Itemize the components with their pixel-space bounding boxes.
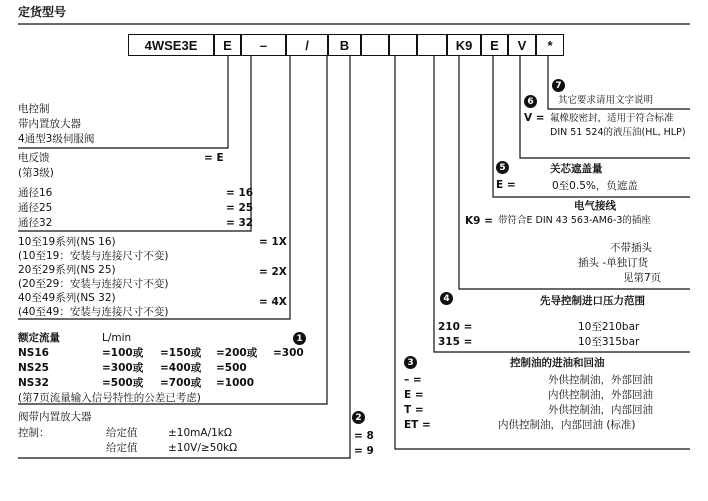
- elec-prefix: K9 =: [465, 215, 493, 227]
- page-title: 定货型号: [18, 5, 67, 19]
- flow-row-ns16-v4: =300: [273, 347, 304, 359]
- flow-row-ns32-v2: =700或: [160, 377, 202, 389]
- pressure-row-2-text: 10至315bar: [578, 336, 640, 348]
- elec-text: 带符合E DIN 43 563-AM6-3的插座: [498, 215, 651, 226]
- badge-2-icon: 2: [352, 411, 365, 424]
- amp-row-1-code: = 8: [354, 430, 374, 442]
- feedback-label: 电反馈: [18, 152, 50, 164]
- seal-text: 氟橡胶密封，适用于符合标准: [550, 113, 674, 124]
- seal-prefix: V =: [524, 112, 545, 124]
- pilot-row-2-text: 内供控制油，外部回油: [548, 389, 653, 401]
- flow-row-ns16-v1: =100或: [102, 347, 144, 359]
- badge-1-icon: 1: [293, 332, 306, 345]
- code-box-blank-2: [389, 34, 417, 56]
- pilot-row-4-text: 内供控制油，内部回油 (标准): [498, 419, 636, 431]
- overlap-prefix: E =: [496, 179, 516, 191]
- pressure-row-1-code: 210 =: [438, 321, 473, 333]
- pilot-row-1-code: – =: [404, 374, 422, 386]
- flow-unit: L/min: [102, 332, 132, 344]
- code-box-seal: V: [508, 34, 536, 56]
- code-box-blank-3: [417, 34, 447, 56]
- series-3-label: 40至49系列(NS 32): [18, 292, 116, 304]
- series-2-value: = 2X: [259, 266, 287, 278]
- pilot-row-1-text: 外供控制油，外部回油: [548, 374, 653, 386]
- flow-row-ns32-v1: =500或: [102, 377, 144, 389]
- overlap-text: 0至0.5%，负遮盖: [552, 180, 638, 192]
- code-box-series: /: [286, 34, 328, 56]
- flow-row-ns25-v1: =300或: [102, 362, 144, 374]
- seal-text-2: DIN 51 524的液压油(HL, HLP): [550, 127, 686, 138]
- pressure-title: 先导控制进口压力范围: [540, 295, 645, 307]
- flow-note: (第7页流量输入信号特性的公差已考虑): [18, 392, 201, 404]
- pilot-oil-title: 控制油的进油和回油: [510, 357, 605, 369]
- amp-title: 阀带内置放大器: [18, 411, 92, 423]
- header-line-1: 电控制: [18, 103, 50, 115]
- series-1-label: 10至19系列(NS 16): [18, 236, 116, 248]
- code-box-flow: B: [328, 34, 361, 56]
- badge-7-icon: 7: [552, 79, 565, 92]
- code-box-overlap: E: [481, 34, 508, 56]
- other-requirements-text: 其它要求请用文字说明: [558, 95, 654, 106]
- size-25-value: = 25: [226, 202, 254, 214]
- series-1-sub: (10至19：安装与连接尺寸不变): [18, 250, 169, 262]
- flow-row-ns25-label: NS25: [18, 362, 49, 374]
- code-box-type: 4WSE3E: [128, 34, 214, 56]
- feedback-value: = E: [204, 152, 224, 164]
- code-box-size: –: [241, 34, 286, 56]
- series-2-label: 20至29系列(NS 25): [18, 264, 116, 276]
- size-32-label: 通径32: [18, 217, 53, 229]
- flow-title: 额定流量: [18, 332, 60, 344]
- elec-line-4: 见第7页: [623, 272, 662, 284]
- pressure-row-1-text: 10至210bar: [578, 321, 640, 333]
- size-16-label: 通径16: [18, 187, 53, 199]
- flow-row-ns25-v3: =500: [216, 362, 247, 374]
- flow-row-ns32-label: NS32: [18, 377, 49, 389]
- flow-row-ns16-v3: =200或: [216, 347, 258, 359]
- size-16-value: = 16: [226, 187, 254, 199]
- overlap-title: 关芯遮盖量: [550, 163, 603, 175]
- amp-row-1-value: ±10mA/1kΩ: [168, 427, 232, 439]
- amp-ctrl-label: 控制：: [18, 427, 50, 439]
- amp-row-2-label: 给定值: [106, 442, 138, 454]
- badge-4-icon: 4: [440, 292, 453, 305]
- size-32-value: = 32: [226, 217, 254, 229]
- badge-5-icon: 5: [496, 161, 509, 174]
- amp-row-2-value: ±10V/≥50kΩ: [168, 442, 238, 454]
- series-3-value: = 4X: [259, 296, 287, 308]
- flow-row-ns32-v3: =1000: [216, 377, 255, 389]
- series-2-sub: (20至29：安装与连接尺寸不变): [18, 278, 169, 290]
- pilot-row-3-text: 外供控制油，内部回油: [548, 404, 653, 416]
- feedback-sub: (第3级): [18, 167, 54, 179]
- series-1-value: = 1X: [259, 236, 287, 248]
- badge-3-icon: 3: [404, 356, 417, 369]
- flow-row-ns16-label: NS16: [18, 347, 49, 359]
- code-box-connector: K9: [447, 34, 481, 56]
- flow-row-ns16-v2: =150或: [160, 347, 202, 359]
- code-box-other: *: [536, 34, 564, 56]
- code-box-feedback: E: [214, 34, 241, 56]
- flow-row-ns25-v2: =400或: [160, 362, 202, 374]
- elec-line-3: 插头 -单独订货: [578, 257, 649, 269]
- header-line-3: 4通型3级伺服阀: [18, 133, 95, 145]
- pressure-row-2-code: 315 =: [438, 336, 473, 348]
- pilot-row-4-code: ET =: [404, 419, 431, 431]
- header-line-2: 带内置放大器: [18, 118, 81, 130]
- amp-row-1-label: 给定值: [106, 427, 138, 439]
- series-3-sub: (40至49：安装与连接尺寸不变): [18, 306, 169, 318]
- elec-title: 电气接线: [574, 200, 616, 212]
- elec-line-2: 不带插头: [610, 242, 652, 254]
- pilot-row-2-code: E =: [404, 389, 424, 401]
- code-box-blank-1: [361, 34, 389, 56]
- size-25-label: 通径25: [18, 202, 53, 214]
- pilot-row-3-code: T =: [404, 404, 424, 416]
- amp-row-2-code: = 9: [354, 445, 374, 457]
- badge-6-icon: 6: [524, 95, 537, 108]
